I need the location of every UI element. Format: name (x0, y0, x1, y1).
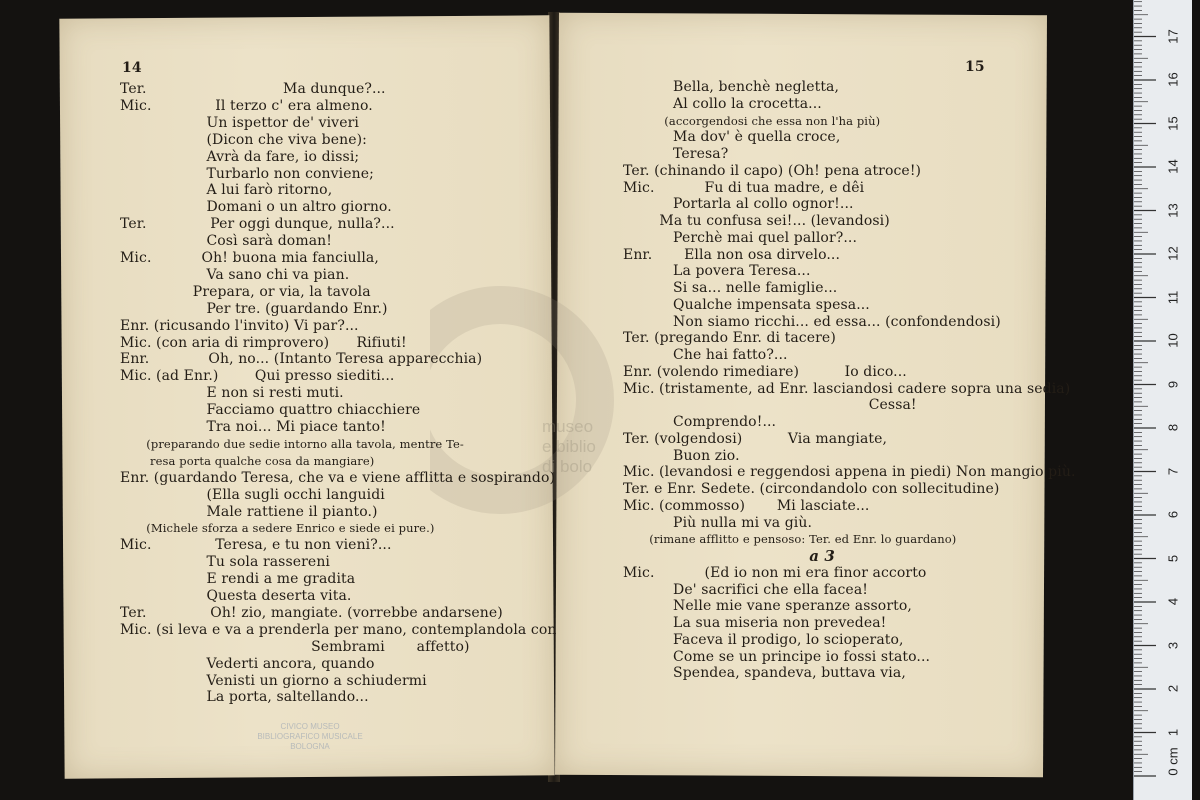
stamp-line-3: BOLOGNA (290, 742, 330, 751)
watermark-text-1: museo (542, 417, 594, 436)
left-text-line: Vederti ancora, quando (120, 655, 375, 672)
left-text-line: (Michele sforza a sedere Enrico e siede ei pure.) (120, 521, 435, 536)
ruler-label: 3 (1165, 641, 1181, 649)
ruler-label: 6 (1165, 510, 1181, 519)
right-text-line: Enr. Ella non osa dirvelo... (623, 246, 841, 263)
right-text-line: Più nulla mi va giù. (623, 514, 813, 531)
stamp-line-1: CIVICO MUSEO (280, 722, 340, 731)
right-text-line: La povera Teresa... (623, 263, 811, 280)
right-text-line: Ter. (pregando Enr. di tacere) (623, 330, 836, 347)
left-text-line: Sembrami affetto) (120, 638, 470, 655)
left-text-line: Enr. Oh, no... (Intanto Teresa apparecchia) (120, 351, 483, 368)
ruler-label: 2 (1165, 684, 1181, 693)
left-text-line: A lui farò ritorno, (120, 182, 333, 199)
left-text-line: Ter. Per oggi dunque, nulla?... (120, 216, 395, 233)
ruler-label: 10 (1165, 333, 1181, 348)
left-text-line: Per tre. (guardando Enr.) (120, 300, 388, 317)
left-page-number: 14 (122, 60, 142, 76)
right-text-line: Mic. (Ed io non mi era finor accorto (623, 564, 927, 581)
right-page-number: 15 (965, 59, 985, 75)
ruler-label: 13 (1165, 202, 1181, 218)
left-text-line: Mic. (si leva e va a prenderla per mano, contemplandola con (120, 621, 557, 638)
right-text-line: De' sacrifici che ella facea! (623, 581, 868, 598)
ruler-label: 11 (1165, 290, 1181, 304)
left-text-line: La porta, saltellando... (120, 689, 369, 706)
ruler-label: 14 (1165, 159, 1181, 174)
ruler-label: 17 (1165, 28, 1181, 44)
right-text-line: Ma dov' è quella croce, (623, 129, 841, 146)
right-text-line: Spendea, spandeva, buttava via, (623, 665, 906, 682)
left-text-line: Mic. (ad Enr.) Qui presso siediti... (120, 368, 395, 385)
right-text-line: a 3 (623, 547, 835, 565)
right-text-line: Teresa? (623, 146, 729, 162)
right-text-line: Mic. Fu di tua madre, e dêi (623, 179, 865, 196)
left-text-line: (Ella sugli occhi languidi (120, 486, 385, 503)
left-text-line: (Dicon che viva bene): (120, 131, 367, 148)
right-text-line: Faceva il prodigo, lo scioperato, (623, 631, 904, 648)
ruler-label: 16 (1165, 72, 1181, 87)
watermark-text-2: e biblio (542, 437, 596, 456)
stamp-line-2: BIBLIOGRAFICO MUSICALE (257, 732, 363, 741)
ruler-label: 0 cm (1165, 747, 1181, 776)
left-text-line: E rendi a me gradita (120, 571, 356, 588)
left-text-line: Avrà da fare, io dissi; (120, 148, 360, 165)
left-text-line: Domani o un altro giorno. (120, 199, 392, 216)
ruler-label: 15 (1165, 115, 1181, 131)
right-text-line: Enr. (volendo rimediare) Io dico... (623, 363, 907, 380)
right-text-line: Mic. (tristamente, ad Enr. lasciandosi cadere sopra una sedia) (623, 380, 1071, 397)
left-text-line: Questa deserta vita. (120, 588, 352, 604)
right-text-line: Al collo la crocetta... (623, 95, 822, 112)
right-text-line: Mic. (levandosi e reggendosi appena in piedi) Non mangio più. (623, 464, 1076, 481)
right-text-line: Perchè mai quel pallor?... (623, 229, 857, 246)
right-text-line: Ma tu confusa sei!... (levandosi) (623, 213, 890, 229)
right-text-line: Ter. e Enr. Sedete. (circondandolo con sollecitudine) (623, 481, 1000, 497)
left-text-line: Tra noi... Mi piace tanto! (120, 419, 386, 435)
right-text-line: Ter. (volgendosi) Via mangiate, (623, 430, 888, 447)
library-stamp (245, 722, 375, 752)
right-text-line: Ter. (chinando il capo) (Oh! pena atroce!) (623, 162, 922, 179)
left-text-line: Prepara, or via, la tavola (120, 283, 371, 300)
left-text-line: Un ispettor de' viveri (120, 114, 359, 131)
right-text-line: Mic. (commosso) Mi lasciate... (623, 497, 870, 514)
left-text-line: Tu sola rassereni (120, 554, 331, 571)
left-text-line: (preparando due sedie intorno alla tavola, mentre Te- (120, 436, 464, 451)
right-text-line: Buon zio. (623, 447, 740, 464)
left-text-line: Ter. Ma dunque?... (120, 81, 386, 97)
left-text-line: Turbarlo non conviene; (120, 165, 374, 182)
right-text-line: La sua miseria non prevedea! (623, 615, 887, 631)
measuring-ruler (1133, 0, 1192, 800)
left-text-line: resa porta qualche cosa da mangiare) (120, 453, 375, 468)
ruler-label: 8 (1165, 423, 1181, 432)
ruler-label: 7 (1165, 467, 1181, 475)
left-text-line: Mic. Teresa, e tu non vieni?... (120, 537, 392, 554)
ruler-label: 9 (1165, 380, 1181, 388)
left-text-line: Va sano chi va pian. (120, 266, 350, 283)
left-text-line: Male rattiene il pianto.) (120, 503, 378, 520)
right-text-line: (accorgendosi che essa non l'ha più) (623, 113, 881, 128)
right-text-line: (rimane afflitto e pensoso: Ter. ed Enr. lo guardano) (623, 532, 957, 547)
right-text-line: Cessa! (623, 397, 917, 414)
left-text-line: Così sarà doman! (120, 233, 332, 250)
right-text-line: Non siamo ricchi... ed essa... (confondendosi) (623, 313, 1001, 330)
right-text-line: Si sa... nelle famiglie... (623, 280, 838, 296)
ruler-label: 5 (1165, 554, 1181, 562)
left-text-line: Facciamo quattro chiacchiere (120, 402, 421, 419)
right-text-line: Nelle mie vane speranze assorto, (623, 598, 912, 615)
left-text-line: Mic. Il terzo c' era almeno. (120, 97, 373, 114)
ruler-label: 12 (1165, 246, 1181, 261)
left-text-line: Mic. (con aria di rimprovero) Rifiuti! (120, 334, 407, 351)
right-text-line: Comprendo!... (623, 414, 777, 430)
left-text-line: Venisti un giorno a schiudermi (120, 672, 427, 689)
right-text-line: Portarla al collo ognor!... (623, 196, 854, 213)
ruler-label: 4 (1165, 597, 1181, 606)
ruler-ticks (1134, 0, 1192, 800)
left-text-line: Mic. Oh! buona mia fanciulla, (120, 250, 379, 266)
left-text-line: Enr. (guardando Teresa, che va e viene afflitta e sospirando) (120, 469, 556, 486)
left-text-line: E non si resti muti. (120, 385, 344, 402)
watermark-text-3: di bolo (542, 457, 593, 476)
left-text-line: Enr. (ricusando l'invito) Vi par?... (120, 317, 359, 334)
right-text-line: Che hai fatto?... (623, 347, 788, 363)
right-text-line: Qualche impensata spesa... (623, 296, 870, 313)
right-text-line: Bella, benchè negletta, (623, 79, 840, 95)
ruler-label: 1 (1165, 728, 1181, 736)
left-text-line: Ter. Oh! zio, mangiate. (vorrebbe andarsene) (120, 604, 503, 621)
right-text-line: Come se un principe io fossi stato... (623, 648, 931, 665)
